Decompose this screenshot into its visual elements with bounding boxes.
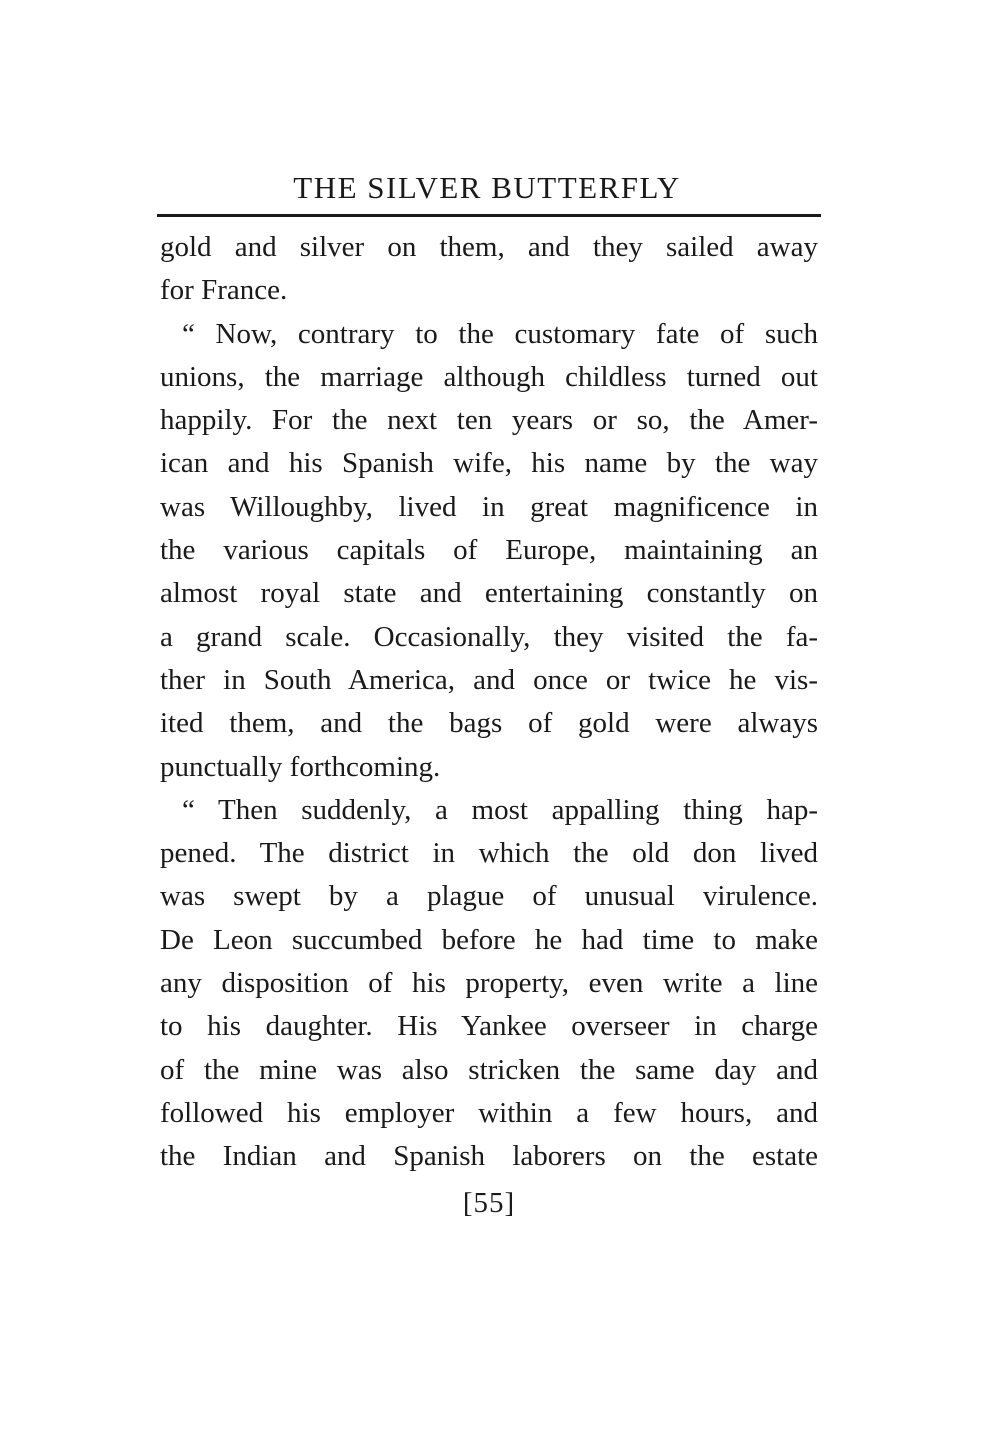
text-line: to his daughter. His Yankee overseer in charge (160, 1010, 818, 1043)
text-line: De Leon succumbed before he had time to make (160, 923, 818, 956)
text-line: for France. (160, 274, 288, 307)
book-page (160, 168, 818, 1223)
text-line: was swept by a plague of unusual virulence. (160, 880, 818, 913)
text-line: the Indian and Spanish laborers on the estate (160, 1140, 818, 1173)
page-number: [55] (462, 1186, 516, 1219)
text-line: was Willoughby, lived in great magnificence in (160, 490, 818, 523)
text-line: punctually forthcoming. (160, 750, 441, 783)
text-line: “ Then suddenly, a most appalling thing hap- (182, 793, 818, 826)
running-title: THE SILVER BUTTERFLY (293, 170, 681, 205)
text-line: unions, the marriage although childless turned out (160, 360, 818, 393)
text-line: almost royal state and entertaining constantly on (160, 577, 818, 610)
header-rule (157, 214, 821, 217)
text-line: the various capitals of Europe, maintaining an (160, 534, 818, 567)
text-line: happily. For the next ten years or so, the Amer- (160, 404, 818, 437)
text-line: ther in South America, and once or twice he vis- (160, 663, 818, 696)
text-line: gold and silver on them, and they sailed away (160, 231, 818, 263)
text-line: any disposition of his property, even write a line (160, 967, 818, 1000)
text-line: ited them, and the bags of gold were always (160, 707, 818, 740)
text-line: ican and his Spanish wife, his name by the way (160, 447, 818, 480)
body-text (160, 226, 818, 1179)
text-line: a grand scale. Occasionally, they visited the fa- (160, 620, 818, 653)
text-line: of the mine was also stricken the same day and (160, 1053, 818, 1086)
text-line: followed his employer within a few hours, and (160, 1096, 818, 1129)
text-line: pened. The district in which the old don lived (160, 837, 818, 870)
text-line: “ Now, contrary to the customary fate of such (182, 317, 818, 350)
